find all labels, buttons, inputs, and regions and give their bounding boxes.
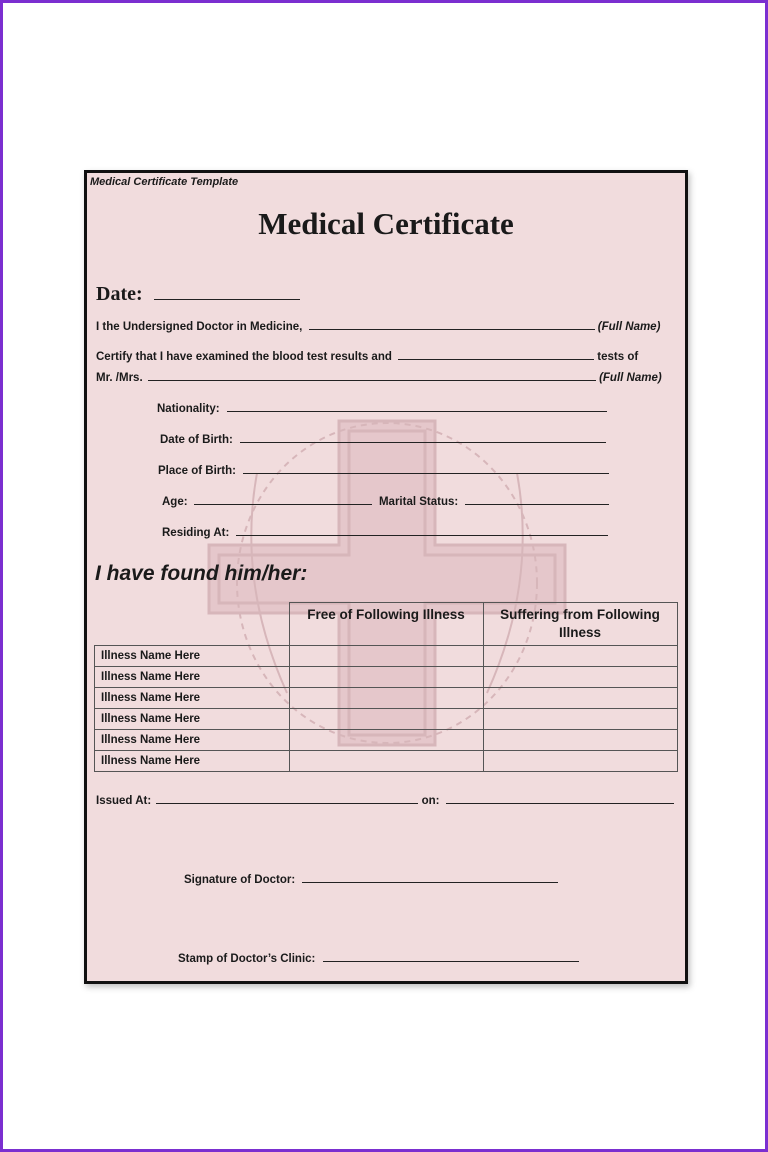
illness-name-cell[interactable]: Illness Name Here xyxy=(95,708,290,729)
age-blank[interactable] xyxy=(194,503,372,505)
free-cell[interactable] xyxy=(289,645,483,666)
issued-at-field xyxy=(96,795,674,807)
illness-name-cell[interactable]: Illness Name Here xyxy=(95,645,290,666)
date-of-birth-blank[interactable] xyxy=(240,441,606,443)
suffering-cell[interactable] xyxy=(483,708,677,729)
patient-name-blank[interactable] xyxy=(148,379,596,381)
date-of-birth-label: Date of Birth: xyxy=(160,434,233,446)
free-cell[interactable] xyxy=(289,729,483,750)
patient-full-name-hint: (Full Name) xyxy=(599,372,662,384)
free-cell[interactable] xyxy=(289,666,483,687)
header-free-of-illness: Free of Following Illness xyxy=(289,603,483,646)
doctor-name-blank[interactable] xyxy=(309,328,595,330)
signature-label: Signature of Doctor: xyxy=(184,874,296,886)
suffering-cell[interactable] xyxy=(483,750,677,771)
illness-name-cell[interactable]: Illness Name Here xyxy=(95,666,290,687)
illness-table xyxy=(94,602,678,772)
marital-status-label: Marital Status: xyxy=(378,496,459,508)
place-of-birth-label: Place of Birth: xyxy=(158,465,236,477)
stamp-label: Stamp of Doctor’s Clinic: xyxy=(178,953,316,965)
tests-blank[interactable] xyxy=(398,358,594,360)
signature-blank[interactable] xyxy=(302,881,558,883)
age-label: Age: xyxy=(162,496,188,508)
full-name-hint: (Full Name) xyxy=(597,321,661,333)
table-row xyxy=(95,750,678,771)
found-heading: I have found him/her: xyxy=(95,562,308,585)
certify-line xyxy=(96,351,638,363)
table-row xyxy=(95,708,678,729)
stamp-blank[interactable] xyxy=(323,960,579,962)
date-label: Date: xyxy=(96,283,143,305)
free-cell[interactable] xyxy=(289,708,483,729)
nationality-blank[interactable] xyxy=(227,410,607,412)
patient-prefix: Mr. /Mrs. xyxy=(96,372,143,384)
document-title: Medical Certificate xyxy=(258,206,514,241)
undersigned-line xyxy=(96,321,660,333)
tests-of-text: tests of xyxy=(597,351,639,363)
table-row xyxy=(95,729,678,750)
stamp-field xyxy=(178,953,579,965)
marital-status-blank[interactable] xyxy=(465,503,609,505)
issued-at-label: Issued At: xyxy=(96,795,152,807)
certify-text: Certify that I have examined the blood test results and xyxy=(96,351,392,363)
illness-table-header xyxy=(95,603,678,646)
table-row xyxy=(95,645,678,666)
suffering-cell[interactable] xyxy=(483,687,677,708)
place-of-birth-blank[interactable] xyxy=(243,472,609,474)
header-empty-cell xyxy=(95,603,290,646)
place-of-birth-field xyxy=(158,465,609,477)
template-label: Medical Certificate Template xyxy=(90,176,239,188)
free-cell[interactable] xyxy=(289,750,483,771)
header-suffering-from-illness: Suffering from Following Illness xyxy=(483,603,677,646)
suffering-cell[interactable] xyxy=(483,666,677,687)
undersigned-text: I the Undersigned Doctor in Medicine, xyxy=(96,321,303,333)
date-blank[interactable] xyxy=(154,298,300,300)
patient-line xyxy=(96,372,662,384)
suffering-cell[interactable] xyxy=(483,645,677,666)
illness-name-cell[interactable]: Illness Name Here xyxy=(95,687,290,708)
residing-at-label: Residing At: xyxy=(162,527,230,539)
table-row xyxy=(95,666,678,687)
issued-at-blank[interactable] xyxy=(156,802,418,804)
residing-at-field xyxy=(162,527,608,539)
nationality-label: Nationality: xyxy=(157,403,220,415)
illness-name-cell[interactable]: Illness Name Here xyxy=(95,729,290,750)
on-label: on: xyxy=(421,795,440,807)
free-cell[interactable] xyxy=(289,687,483,708)
suffering-cell[interactable] xyxy=(483,729,677,750)
age-marital-field xyxy=(162,496,609,508)
nationality-field xyxy=(157,403,607,415)
certificate-sheet xyxy=(84,170,688,984)
date-of-birth-field xyxy=(160,434,606,446)
date-field xyxy=(96,283,300,306)
illness-name-cell[interactable]: Illness Name Here xyxy=(95,750,290,771)
on-date-blank[interactable] xyxy=(446,802,674,804)
table-row xyxy=(95,687,678,708)
residing-at-blank[interactable] xyxy=(236,534,608,536)
signature-field xyxy=(184,874,558,886)
